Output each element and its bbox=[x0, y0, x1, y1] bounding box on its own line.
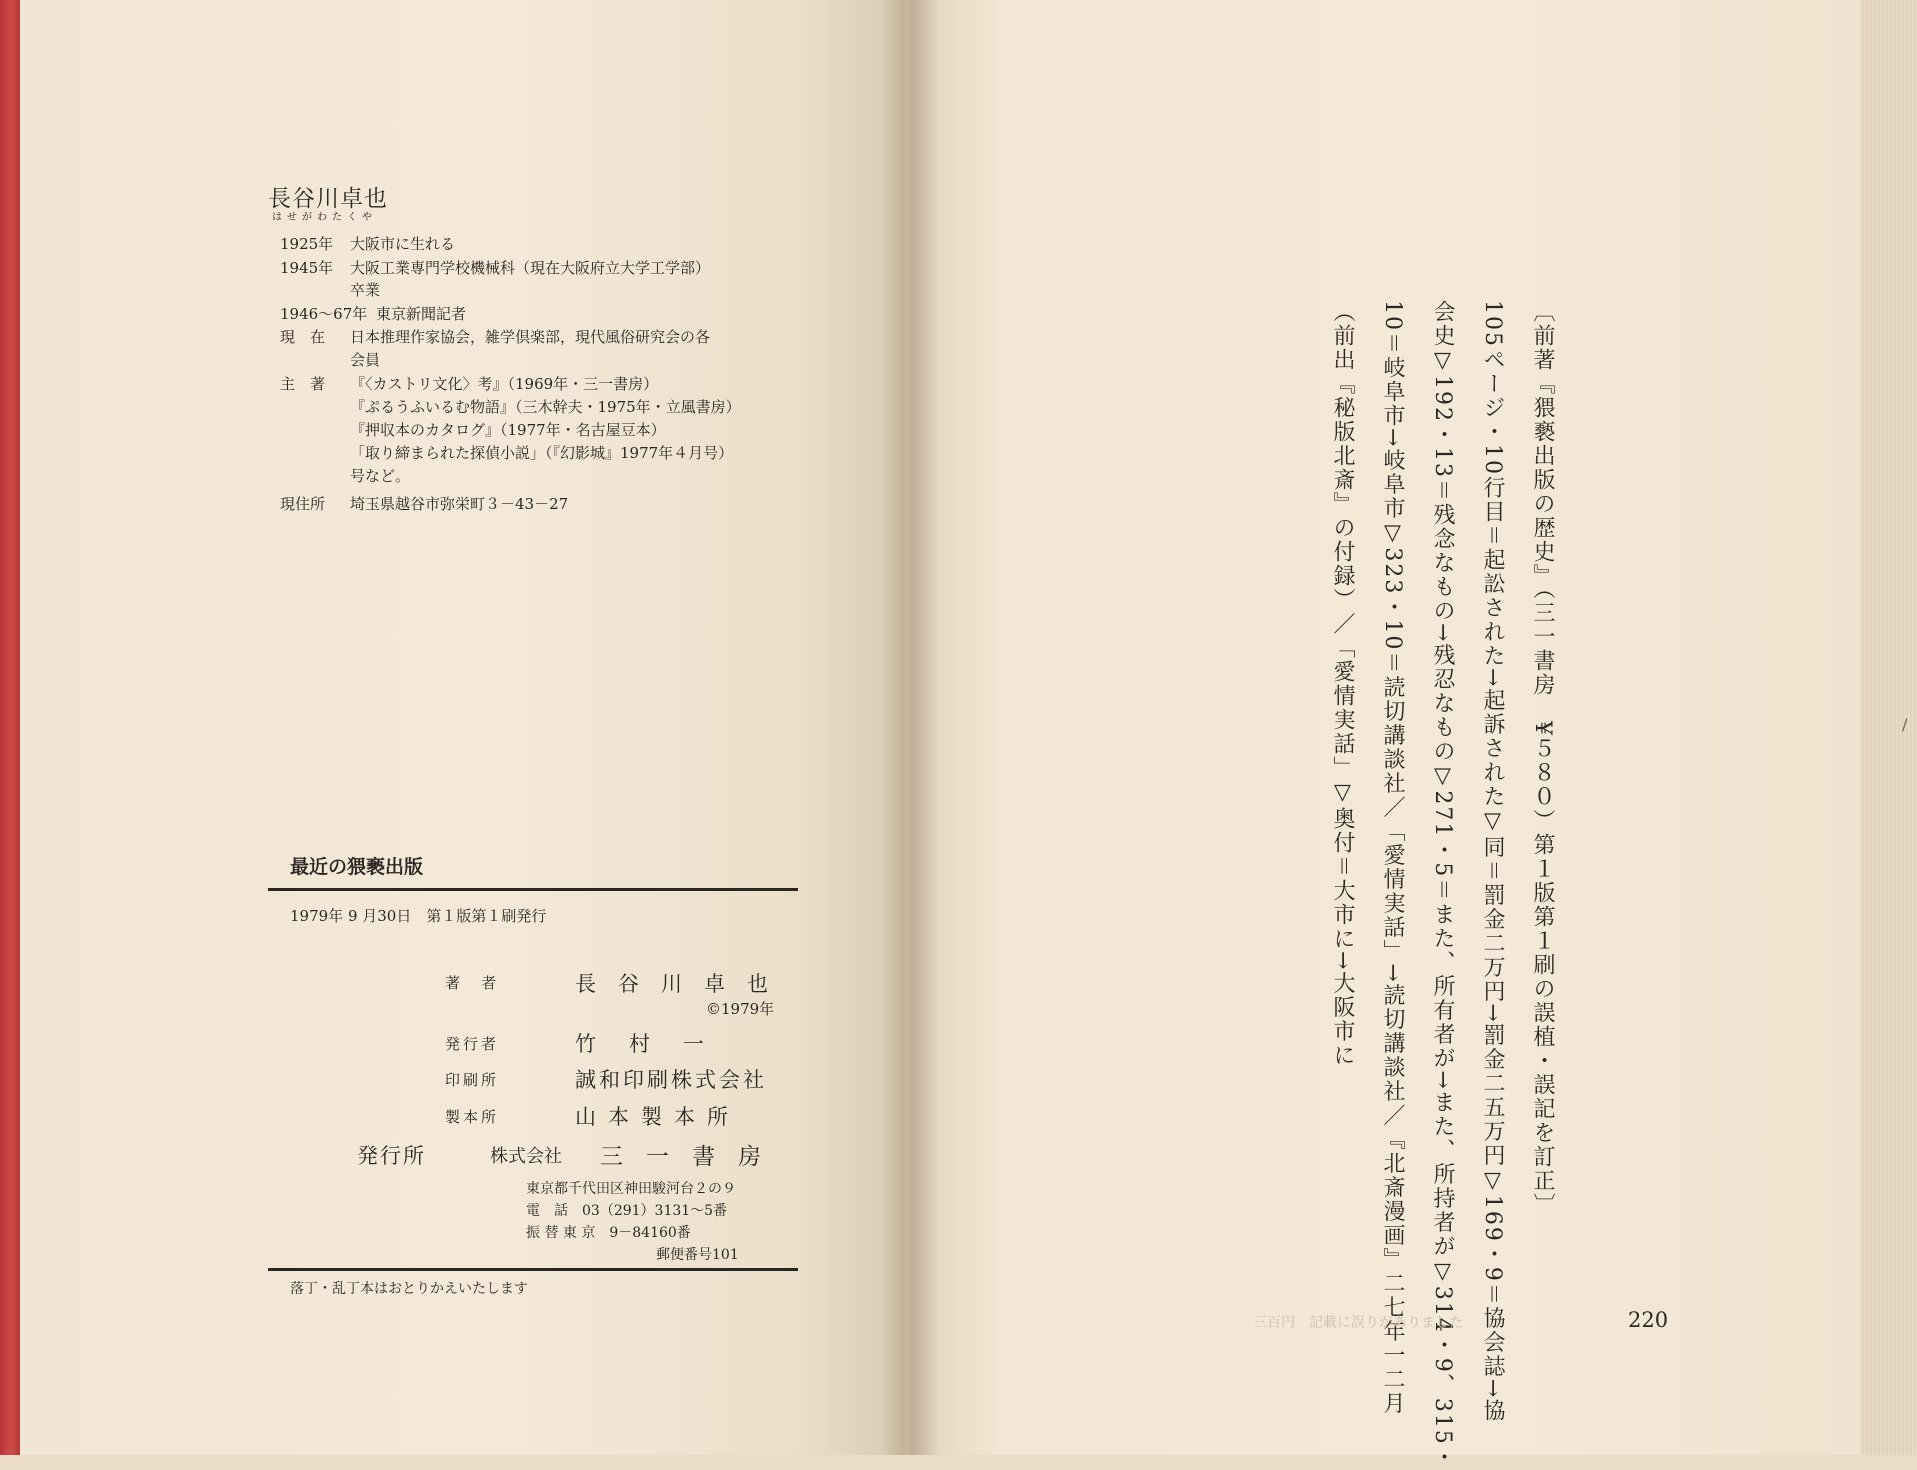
publisher-prefix: 株式会社 bbox=[490, 1146, 562, 1167]
bio-text: 会員 bbox=[350, 351, 381, 369]
publication-date: 1979年 9 月30日 第１版第１刷発行 bbox=[290, 907, 547, 925]
publisher-transfer-account: 振 替 東 京 9－84160番 bbox=[526, 1225, 691, 1241]
colophon-label-printer: 印刷所 bbox=[445, 1071, 500, 1089]
margin-mark: / bbox=[1902, 715, 1908, 734]
errata-column: 会史▽192・13＝残念なもの→残忍なもの▽271・5＝また、所有者が→また、所持者が▽314・9、315・ bbox=[1430, 300, 1455, 1470]
colophon-label-author: 著 者 bbox=[445, 974, 500, 992]
bio-label: 1945年 bbox=[280, 259, 334, 277]
bio-label: 主 著 bbox=[280, 375, 326, 393]
copyright: ©1979年 bbox=[706, 1000, 775, 1018]
colophon-printer: 誠和印刷株式会社 bbox=[575, 1068, 767, 1092]
bio-label: 現 在 bbox=[280, 328, 326, 346]
bio-label: 1946～67年 bbox=[280, 305, 368, 323]
bio-label: 1925年 bbox=[280, 235, 334, 253]
bio-text: 日本推理作家協会，雑学倶楽部，現代風俗研究会の各 bbox=[350, 328, 711, 346]
colophon-label-binder: 製本所 bbox=[445, 1108, 500, 1126]
page-edges bbox=[1860, 0, 1917, 1455]
colophon-issuer: 竹 村 一 bbox=[575, 1032, 710, 1056]
colophon-rule-top bbox=[268, 888, 798, 891]
errata-column: （前出『秘版北斎』の付録）／「愛情実話」▽奥付＝大市に→大阪市に bbox=[1330, 300, 1355, 1068]
left-page bbox=[20, 0, 905, 1455]
publisher-name: 三 一 書 房 bbox=[600, 1144, 761, 1170]
publisher-address: 東京都千代田区神田駿河台２の９ bbox=[526, 1181, 736, 1197]
bio-text: 埼玉県越谷市弥栄町３－43－27 bbox=[350, 495, 569, 513]
bio-label: 現住所 bbox=[280, 495, 326, 513]
show-through-text: 三百円 記載に誤りがありました bbox=[1253, 1315, 1463, 1331]
bio-text: 大阪工業専門学校機械科（現在大阪府立大学工学部） bbox=[350, 259, 711, 277]
bio-text: 大阪市に生れる bbox=[350, 235, 456, 253]
colophon-label-publisher: 発行所 bbox=[357, 1144, 426, 1168]
bio-text: 『押収本のカタログ』（1977年・名古屋豆本） bbox=[350, 421, 666, 439]
bio-text: 『〈カストリ文化〉考』（1969年・三一書房） bbox=[350, 375, 659, 393]
publisher-phone: 電 話 03（291）3131～5番 bbox=[526, 1203, 728, 1219]
colophon-title: 最近の猥褻出版 bbox=[290, 856, 424, 878]
colophon-label-issuer: 発行者 bbox=[445, 1035, 500, 1053]
bio-text: 東京新聞記者 bbox=[376, 305, 467, 323]
errata-column: 〔前著『猥褻出版の歴史』（三一書房 ¥５８０）第１版第１刷の誤植・誤記を訂正〕 bbox=[1530, 300, 1555, 1217]
bio-text: 「取り締まられた探偵小説」（『幻影城』1977年４月号） bbox=[350, 444, 734, 462]
bio-text: 号など。 bbox=[350, 467, 411, 485]
book-gutter bbox=[880, 0, 940, 1455]
publisher-postal-code: 郵便番号101 bbox=[656, 1247, 739, 1263]
author-name: 長谷川卓也 bbox=[268, 186, 388, 212]
colophon-rule-bottom bbox=[268, 1268, 798, 1271]
errata-column: 10＝岐阜市→岐阜市▽323・10＝読切講談社／「愛情実話」→読切講談社／『北斎漫画』二七年一二月 bbox=[1380, 300, 1405, 1416]
errata-column: 105ページ・10行目＝起訟された→起訴された▽同＝罰金二万円→罰金二五万円▽169・9＝協会誌→協 bbox=[1480, 300, 1505, 1424]
bio-text: 卒業 bbox=[350, 281, 381, 299]
replacement-notice: 落丁・乱丁本はおとりかえいたします bbox=[290, 1281, 528, 1297]
colophon-binder: 山本製本所 bbox=[575, 1105, 740, 1129]
author-reading: はせがわたくや bbox=[272, 212, 377, 223]
book-cover-edge bbox=[0, 0, 20, 1455]
page-number: 220 bbox=[1628, 1308, 1669, 1332]
bio-text: 『ぷるうふいるむ物語』（三木幹夫・1975年・立風書房） bbox=[350, 398, 741, 416]
colophon-author: 長谷川卓也 bbox=[575, 972, 790, 996]
